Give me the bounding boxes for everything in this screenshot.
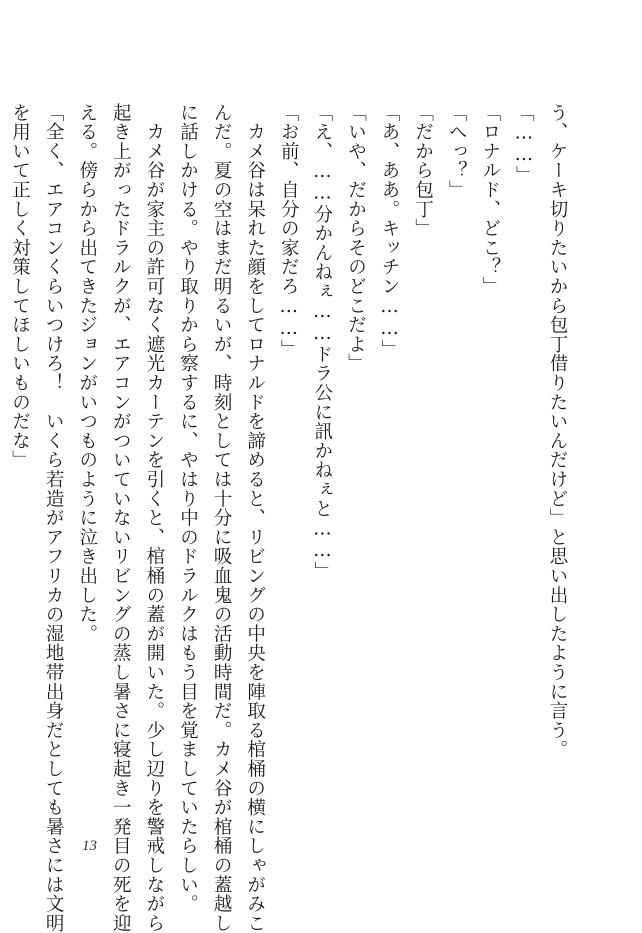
text-line: 「いや、だからそのどこだよ」 bbox=[345, 103, 367, 374]
text-line: える。傍らから出てきたジョンがいつものように泣き出した。 bbox=[76, 103, 98, 644]
text-line: 「全く、エアコンくらいつけろ！ いくら若造がアフリカの湿地帯出身だとしても暑さには文明 bbox=[43, 103, 65, 933]
text-line: に話しかける。やり取りから察するに、やはり中のドラルクはもう目を覚ましていたらしい。 bbox=[177, 103, 199, 914]
text-line: カメ谷は呆れた顔をしてロナルドを諦めると、リビングの中央を陣取る棺桶の横にしゃがみこ bbox=[244, 103, 266, 933]
text-line: 「お前、自分の家だろ……」 bbox=[278, 103, 300, 359]
text-line: 「あ、ああ。キッチン……」 bbox=[379, 103, 401, 359]
page-number: 13 bbox=[82, 838, 97, 854]
text-line: 「ロナルド、どこ？」 bbox=[479, 103, 501, 296]
text-line: 「え、……分かんねぇ……ドラ公に訊かねぇと……」 bbox=[311, 103, 333, 582]
text-line: を用いて正しく対策してほしいものだな」 bbox=[9, 103, 31, 470]
text-line: 「……」 bbox=[513, 103, 535, 186]
text-line: 「へっ？」 bbox=[446, 103, 468, 200]
text-line: 起き上がったドラルクが、エアコンがついていないリビングの蒸し暑さに寝起き一発目の死を迎 bbox=[110, 103, 132, 933]
text-line: う、ケーキ切りたいから包丁借りたいんだけど」と思い出したように言う。 bbox=[547, 103, 568, 760]
text-line: んだ。夏の空はまだ明るいが、時刻としては十分に吸血鬼の活動時間だ。カメ谷が棺桶の蓋越し bbox=[211, 103, 233, 933]
text-line: カメ谷が家主の許可なく遮光カーテンを引くと、棺桶の蓋が開いた。少し辺りを警戒しながら bbox=[143, 103, 165, 933]
text-line: 「だから包丁」 bbox=[412, 103, 434, 239]
